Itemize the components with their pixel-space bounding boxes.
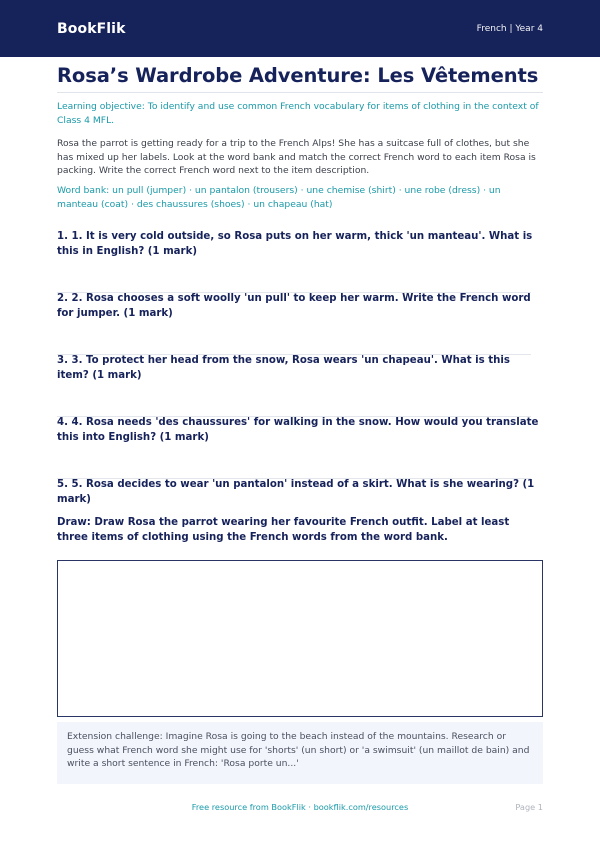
question-1: 1. 1. It is very cold outside, so Rosa puts on her warm, thick 'un manteau'. What is this in English? (1 mark) — [57, 231, 533, 257]
question-5: 5. 5. Rosa decides to wear 'un pantalon' instead of a skirt. What is she wearing? (1 mark) — [57, 479, 535, 505]
extension-challenge — [57, 722, 543, 784]
question-2: 2. 2. Rosa chooses a soft woolly 'un pull' to keep her warm. Write the French word for jumper. (1 mark) — [57, 293, 531, 319]
intro-text: Rosa the parrot is getting ready for a trip to the French Alps! She has a suitcase full of clothes, but she has mixed up her labels. Look at the word bank and match the correct French word to each item Rosa is packing. Write the correct French word next to the item description. — [57, 138, 536, 176]
extension-text: Extension challenge: Imagine Rosa is going to the beach instead of the mountains. Research or guess what French word she might use for 'shorts' (un short) or 'a swimsuit' (un maillot de bain) and write a short sentence in French: 'Rosa porte un...' — [67, 731, 530, 769]
draw-task: Draw: Draw Rosa the parrot wearing her favourite French outfit. Label at least three items of clothing using the French words from the word bank. — [57, 517, 510, 543]
drawing-area[interactable] — [57, 560, 543, 717]
word-bank: Word bank: un pull (jumper) · un pantalon (trousers) · une chemise (shirt) · une robe (dress) · un manteau (coat) · des chaussures (shoes) · un chapeau (hat) — [57, 185, 501, 210]
question-3: 3. 3. To protect her head from the snow, Rosa wears 'un chapeau'. What is this item? (1 mark) — [57, 355, 510, 381]
subject-year-label: French | Year 4 — [476, 23, 543, 34]
page-number: Page 1 — [515, 802, 543, 812]
learning-objective: Learning objective: To identify and use common French vocabulary for items of clothing in the context of Class 4 MFL. — [57, 101, 539, 126]
footer-credit: Free resource from BookFlik · bookflik.com/resources — [191, 802, 409, 812]
question-4: 4. 4. Rosa needs 'des chaussures' for walking in the snow. How would you translate this into English? (1 mark) — [57, 417, 539, 443]
worksheet-title: Rosa’s Wardrobe Adventure: Les Vêtements — [57, 64, 539, 87]
brand-name: BookFlik — [57, 20, 126, 37]
title-divider — [57, 92, 543, 93]
page-header — [0, 0, 600, 57]
